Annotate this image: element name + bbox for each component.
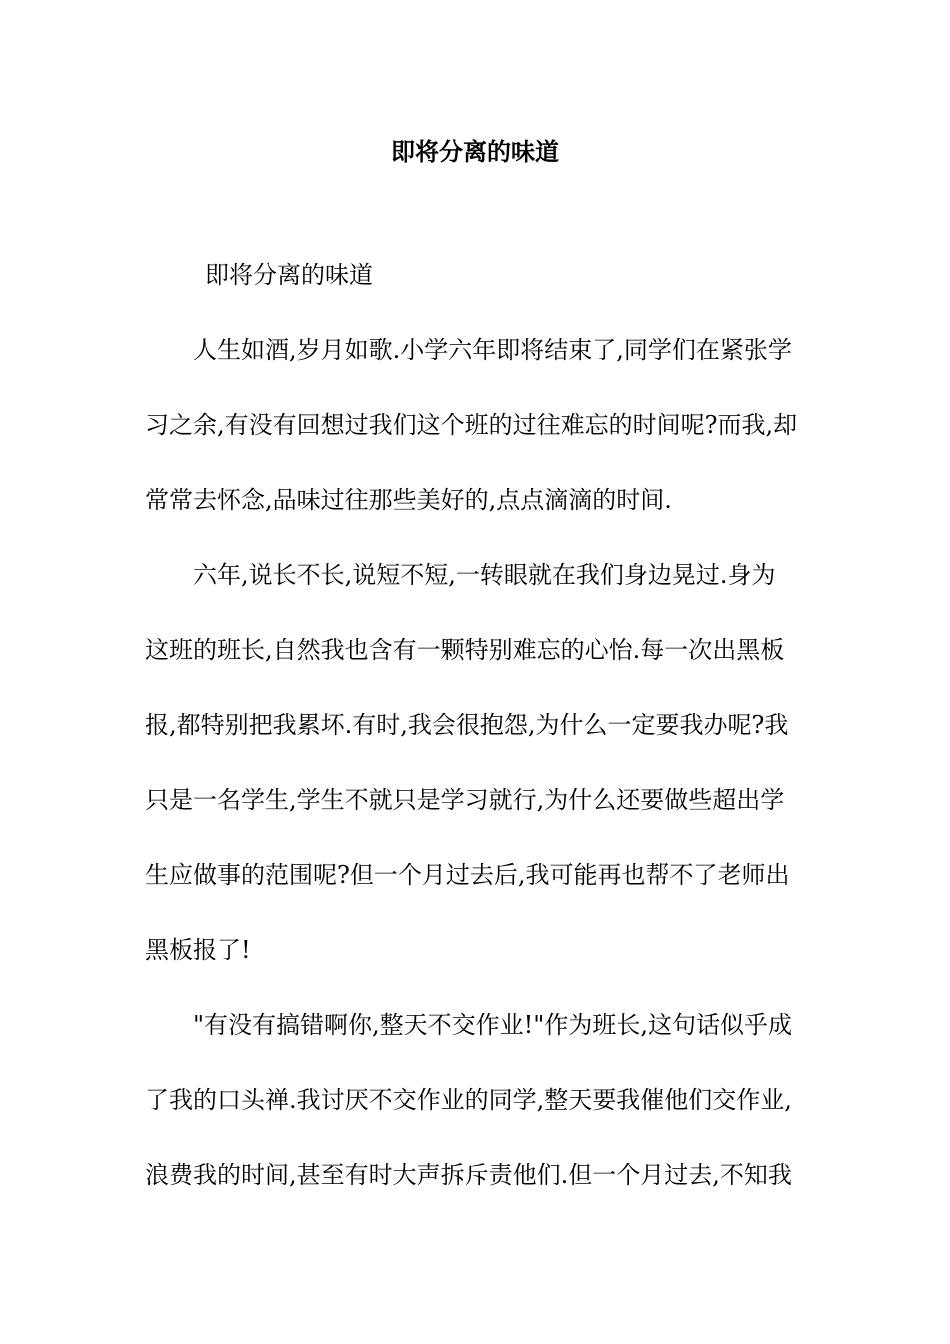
paragraph-line: 报,都特别把我累坏.有时,我会很抱怨,为什么一定要我办呢?我 [145, 711, 789, 739]
document-subtitle: 即将分离的味道 [205, 261, 373, 289]
paragraph-line: 只是一名学生,学生不就只是学习就行,为什么还要做些超出学 [145, 786, 785, 814]
document-title: 即将分离的味道 [391, 138, 559, 166]
paragraph-line: 这班的班长,自然我也含有一颗特别难忘的心怡.每一次出黑板 [145, 636, 785, 664]
paragraph-line: 常常去怀念,品味过往那些美好的,点点滴滴的时间. [145, 486, 672, 514]
paragraph-line: 人生如酒,岁月如歌.小学六年即将结束了,同学们在紧张学 [193, 336, 792, 364]
paragraph-line: 浪费我的时间,甚至有时大声拆斥责他们.但一个月过去,不知我 [145, 1161, 792, 1189]
paragraph-line: 黑板报了! [145, 936, 251, 964]
paragraph-line: "有没有搞错啊你,整天不交作业!"作为班长,这句话似乎成 [193, 1011, 792, 1039]
paragraph-line: 习之余,有没有回想过我们这个班的过往难忘的时间呢?而我,却 [145, 411, 798, 439]
paragraph-line: 了我的口头禅.我讨厌不交作业的同学,整天要我催他们交作业, [145, 1086, 792, 1114]
paragraph-line: 生应做事的范围呢?但一个月过去后,我可能再也帮不了老师出 [145, 861, 790, 889]
paragraph-line: 六年,说长不长,说短不短,一转眼就在我们身边晃过.身为 [193, 561, 776, 589]
